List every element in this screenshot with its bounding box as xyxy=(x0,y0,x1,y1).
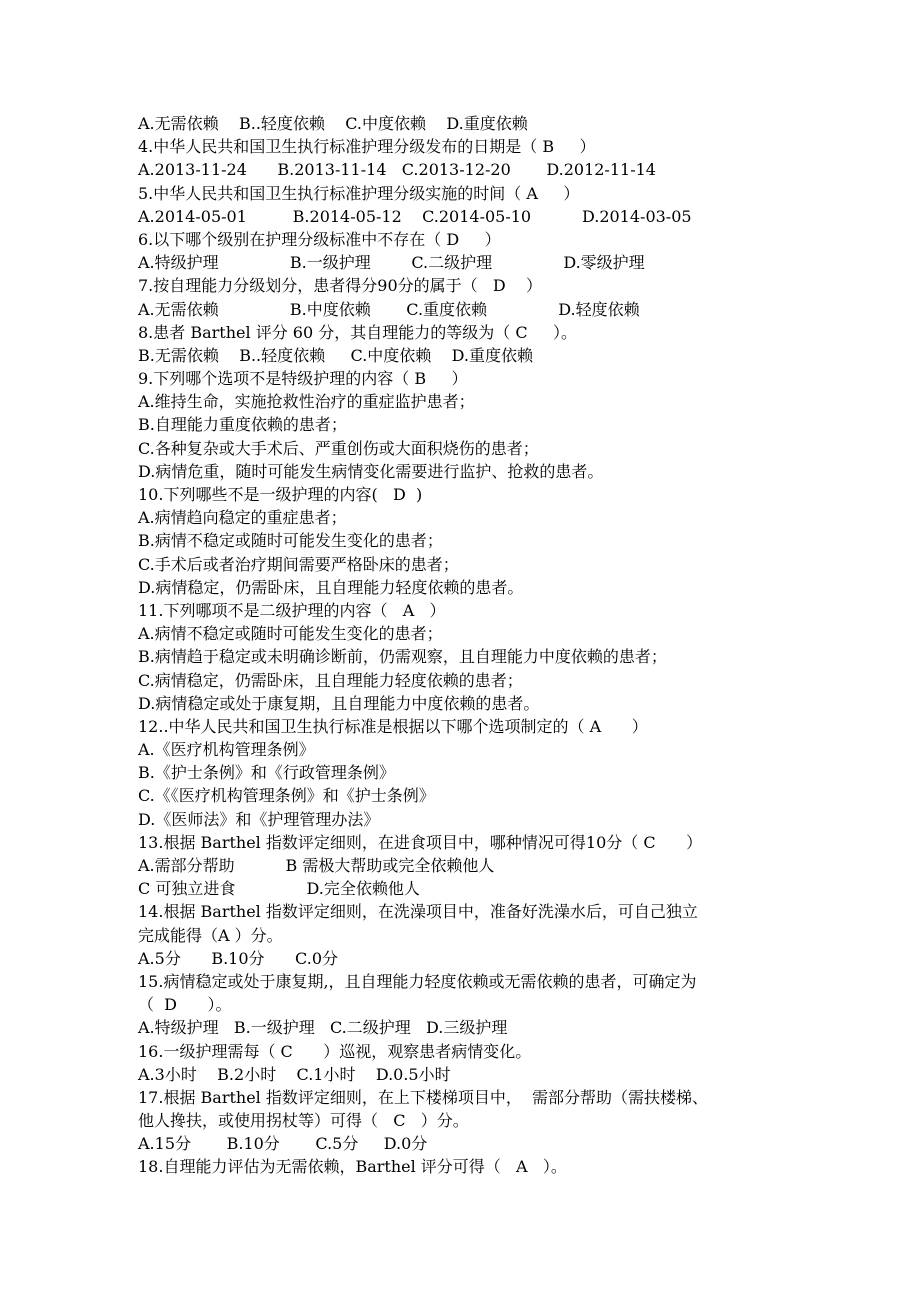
text-line: C.各种复杂或大手术后、严重创伤或大面积烧伤的患者； xyxy=(138,438,539,458)
text-line: A.2014-05-01 B.2014-05-12 C.2014-05-10 D.2014-03-05 xyxy=(138,206,692,226)
text-line: B.《护士条例》和《行政管理条例》 xyxy=(138,763,395,783)
text-line: 13.根据 Barthel 指数评定细则，在进食项目中，哪种情况可得10分（ C ） xyxy=(138,832,703,852)
text-line: A.特级护理 B.一级护理 C.二级护理 D.零级护理 xyxy=(138,253,645,273)
text-line: A.无需依赖 B..轻度依赖 C.中度依赖 D.重度依赖 xyxy=(138,114,528,133)
text-line: 4.中华人民共和国卫生执行标准护理分级发布的日期是（ B ） xyxy=(138,137,596,157)
text-line: A.特级护理 B.一级护理 C.二级护理 D.三级护理 xyxy=(138,1018,508,1038)
question-text-block xyxy=(138,112,798,1179)
text-line: A.2013-11-24 B.2013-11-14 C.2013-12-20 D.2012-11-14 xyxy=(138,160,656,180)
text-line: 12..中华人民共和国卫生执行标准是根据以下哪个选项制定的（ A ） xyxy=(138,716,648,736)
text-line: A.维持生命，实施抢救性治疗的重症监护患者； xyxy=(138,392,475,412)
text-line: 6.以下哪个级别在护理分级标准中不存在（ D ） xyxy=(138,229,501,249)
text-line: C.《《医疗机构管理条例》和《护士条例》 xyxy=(138,786,435,806)
text-line: 17.根据 Barthel 指数评定细则，在上下楼梯项目中， 需部分帮助（需扶楼梯、 xyxy=(138,1087,709,1107)
text-line: D.《医师法》和《护理管理办法》 xyxy=(138,809,380,829)
text-line: D.病情稳定或处于康复期，且自理能力中度依赖的患者。 xyxy=(138,693,540,713)
text-line: 15.病情稳定或处于康复期,，且自理能力轻度依赖或无需依赖的患者，可确定为 xyxy=(138,971,697,991)
text-line: 16.一级护理需每（ C ）巡视，观察患者病情变化。 xyxy=(138,1041,532,1061)
text-line: （ D ）。 xyxy=(138,995,232,1015)
text-line: C 可独立进食 D.完全依赖他人 xyxy=(138,879,420,899)
text-line: B.病情趋于稳定或未明确诊断前，仍需观察，且自理能力中度依赖的患者； xyxy=(138,647,667,667)
text-line: 7.按自理能力分级划分，患者得分90分的属于（ D ） xyxy=(138,276,543,296)
text-line: 他人搀扶，或使用拐杖等）可得（ C ）分。 xyxy=(138,1111,469,1131)
text-line: D.病情稳定，仍需卧床，且自理能力轻度依赖的患者。 xyxy=(138,577,524,597)
text-line: D.病情危重，随时可能发生病情变化需要进行监护、抢救的患者。 xyxy=(138,461,604,481)
text-line: 18.自理能力评估为无需依赖，Barthel 评分可得（ A ）。 xyxy=(138,1157,567,1177)
text-line: A.病情趋向稳定的重症患者； xyxy=(138,508,347,528)
text-line: 9.下列哪个选项不是特级护理的内容（ B ） xyxy=(138,369,468,389)
text-line: 10.下列哪些不是一级护理的内容( D ) xyxy=(138,485,423,504)
text-line: 11.下列哪项不是二级护理的内容（ A ） xyxy=(138,600,446,620)
text-line: 5.中华人民共和国卫生执行标准护理分级实施的时间（ A ） xyxy=(138,183,580,203)
text-line: A.病情不稳定或随时可能发生变化的患者； xyxy=(138,624,443,644)
text-line: B.无需依赖 B..轻度依赖 C.中度依赖 D.重度依赖 xyxy=(138,345,533,365)
text-line: A.需部分帮助 B 需极大帮助或完全依赖他人 xyxy=(138,856,495,875)
text-line: C.病情稳定，仍需卧床，且自理能力轻度依赖的患者； xyxy=(138,670,523,690)
text-line: A.无需依赖 B.中度依赖 C.重度依赖 D.轻度依赖 xyxy=(138,299,640,319)
text-line: 完成能得（A ）分。 xyxy=(138,925,283,945)
text-line: B.自理能力重度依赖的患者； xyxy=(138,415,347,435)
text-line: A.5分 B.10分 C.0分 xyxy=(138,948,338,968)
text-line: C.手术后或者治疗期间需要严格卧床的患者； xyxy=(138,554,459,574)
text-line: B.病情不稳定或随时可能发生变化的患者； xyxy=(138,531,443,551)
text-line: A.15分 B.10分 C.5分 D.0分 xyxy=(138,1134,428,1154)
text-line: 14.根据 Barthel 指数评定细则，在洗澡项目中，准备好洗澡水后，可自己独立 xyxy=(138,902,698,922)
text-line: A.3小时 B.2小时 C.1小时 D.0.5小时 xyxy=(138,1064,451,1084)
text-line: A.《医疗机构管理条例》 xyxy=(138,740,315,760)
text-line: 8.患者 Barthel 评分 60 分，其自理能力的等级为（ C ）。 xyxy=(138,322,577,342)
